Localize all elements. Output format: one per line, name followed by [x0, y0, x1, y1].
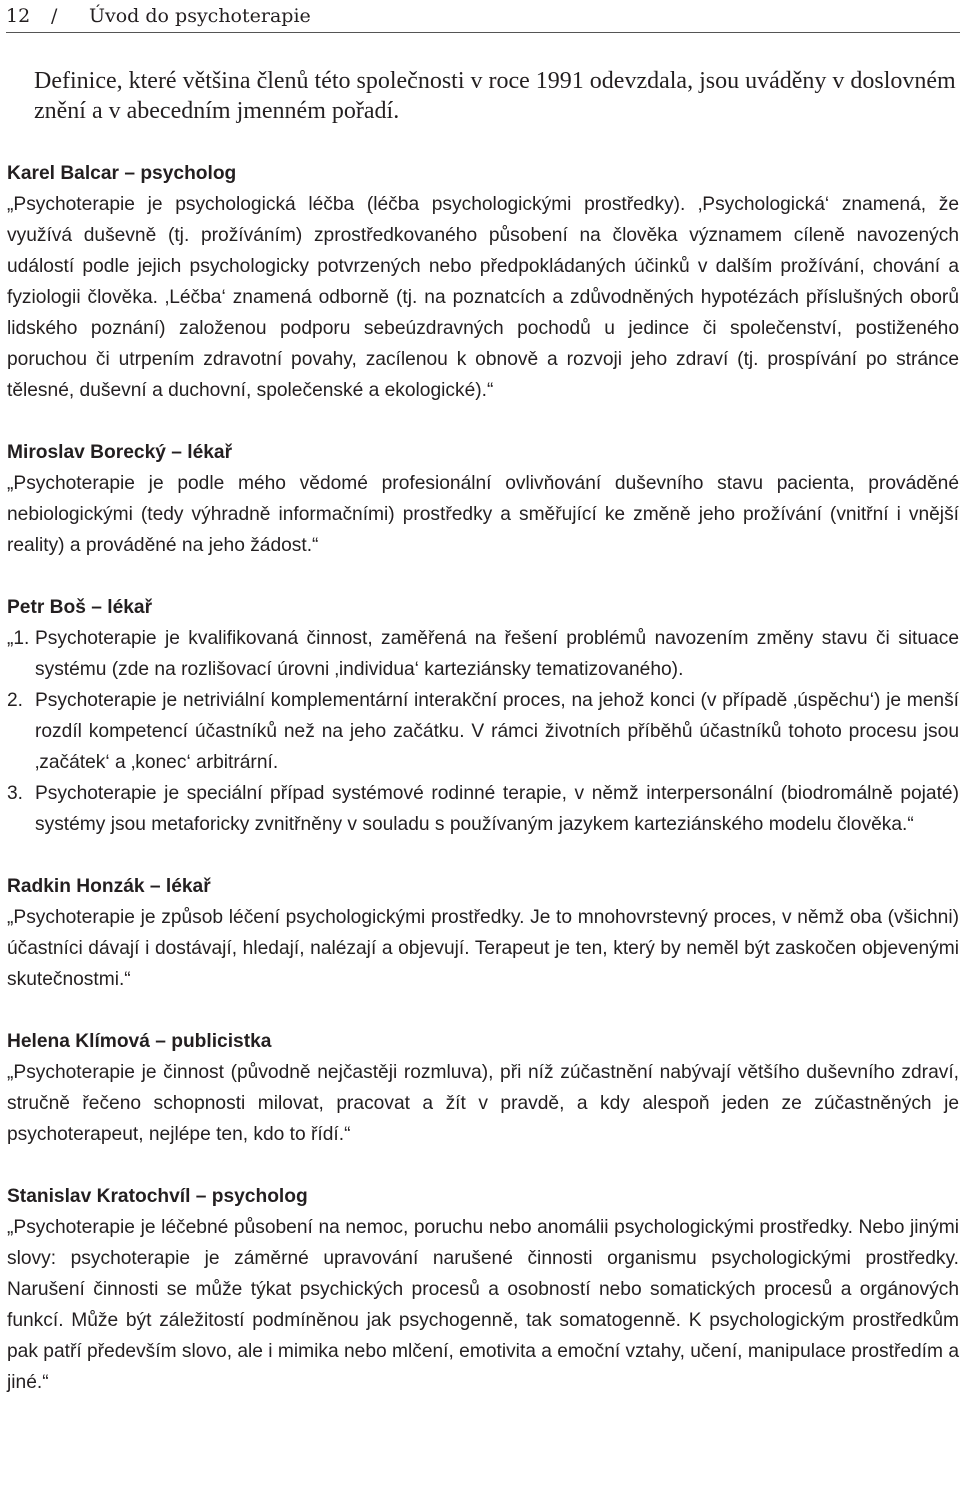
definition-text: „Psychoterapie je psychologická léčba (léčba psychologickými prostředky). ‚Psychologická‘ znamená, že využívá duševně (tj. prožíváním) zprostředkovaného působení na člověka významem cíleně navozených událostí podle jejich psychologicky potvrzených nebo předpokládaných účinků v dalším prožívání, chování a fyziologii člověka. ‚Léčba‘ znamená odborně (tj. na poznatcích a zdůvodněných hypotézách příslušných oborů lidského poznání) založenou podporu sebeúzdravných pochodů u jedince či společenství, postiženého poruchou či utrpením zdravotní povahy, zacílenou k obnově a rozvoji jeho zdraví (tj. prospívání po stránce tělesné, duševní a duchovní, společenské a ekologické).“ — [7, 194, 959, 401]
definition-text: „Psychoterapie je způsob léčení psychologickými prostředky. Je to mnohovrstevný proces, v němž oba (všichni) účastníci dávají i dostávají, hledají, nalézají a objevují. Terapeut je ten, který by neměl být zaskočen objevenými skutečnostmi.“ — [7, 907, 959, 990]
definition-text: „Psychoterapie je léčebné působení na nemoc, poruchu nebo anomálii psychologickými prostředky. Nebo jinými slovy: psychoterapie je záměrné upravování narušené činnosti organismu psychologickými prostředky. Narušení činnosti se může týkat psychických procesů a osobností nebo somatických procesů a orgánových funkcí. Může být záležitostí podmíněnou jak psychogenně, tak somatogenně. K psychologickým prostředkům pak patří především slovo, ale i mimika nebo mlčení, emotivita a emoční vztahy, učení, manipulace prostředím a jiné.“ — [7, 1217, 959, 1393]
list-item — [7, 623, 959, 685]
list-item-text: Psychoterapie je speciální případ systémové rodinné terapie, v němž interpersonální (biodromálně pojaté) systémy jsou metaforicky zvnitřněny v souladu s používaným jazykem karteziánského modelu člověka.“ — [35, 783, 959, 835]
intro-paragraph: Definice, které většina členů této společnosti v roce 1991 odevzdala, jsou uváděny v doslovném znění a v abecedním jmenném pořadí. — [34, 68, 956, 124]
numbered-list — [7, 623, 959, 840]
definition-text: „Psychoterapie je činnost (původně nejčastěji rozmluva), při níž zúčastnění nabývají většího duševního zdraví, stručně řečeno schopnosti milovat, pracovat a žít v pravdě, a kdy alespoň jeden ze zúčastněných je psychoterapeut, nejlépe ten, kdo to řídí.“ — [7, 1062, 959, 1145]
definition-kratochvil — [7, 1181, 959, 1398]
author-heading: Radkin Honzák – lékař — [7, 876, 211, 897]
page-number: 12 — [6, 5, 31, 27]
list-item-number: „1. — [7, 628, 30, 649]
definition-bos — [7, 592, 959, 840]
list-item-text: Psychoterapie je netriviální komplementární interakční proces, na jehož konci (v případě ‚úspěchu‘) je menší rozdíl kompetencí účastníků než na jeho začátku. V rámci životních příběhů účastníků tohoto procesu jsou ‚začátek‘ a ‚konec‘ arbitrární. — [35, 690, 959, 773]
running-title: Úvod do psychoterapie — [89, 5, 311, 27]
author-heading: Karel Balcar – psycholog — [7, 163, 237, 184]
author-heading: Petr Boš – lékař — [7, 597, 153, 618]
list-item — [7, 778, 959, 840]
list-item-number: 3. — [7, 783, 24, 804]
definition-klimova — [7, 1026, 959, 1150]
definitions-list — [7, 158, 959, 1429]
header-separator: / — [51, 5, 58, 27]
running-header — [6, 2, 960, 33]
list-item-text: Psychoterapie je kvalifikovaná činnost, zaměřená na řešení problémů navozením změny stavu či situace systému (zde na rozlišovací úrovni ‚individua‘ karteziánsky tematizovaného). — [35, 628, 959, 680]
list-item-number: 2. — [7, 690, 24, 711]
definition-text: „Psychoterapie je podle mého vědomé profesionální ovlivňování duševního stavu pacienta, prováděné nebiologickými (tedy výhradně informačními) prostředky a směřující ke změně jeho prožívání (vnitřní i vnější reality) a prováděné na jeho žádost.“ — [7, 473, 959, 556]
author-heading: Helena Klímová – publicistka — [7, 1031, 272, 1052]
definition-honzak — [7, 871, 959, 995]
list-item — [7, 685, 959, 778]
definition-borecky — [7, 437, 959, 561]
definition-balcar — [7, 158, 959, 406]
author-heading: Stanislav Kratochvíl – psycholog — [7, 1186, 308, 1207]
author-heading: Miroslav Borecký – lékař — [7, 442, 233, 463]
